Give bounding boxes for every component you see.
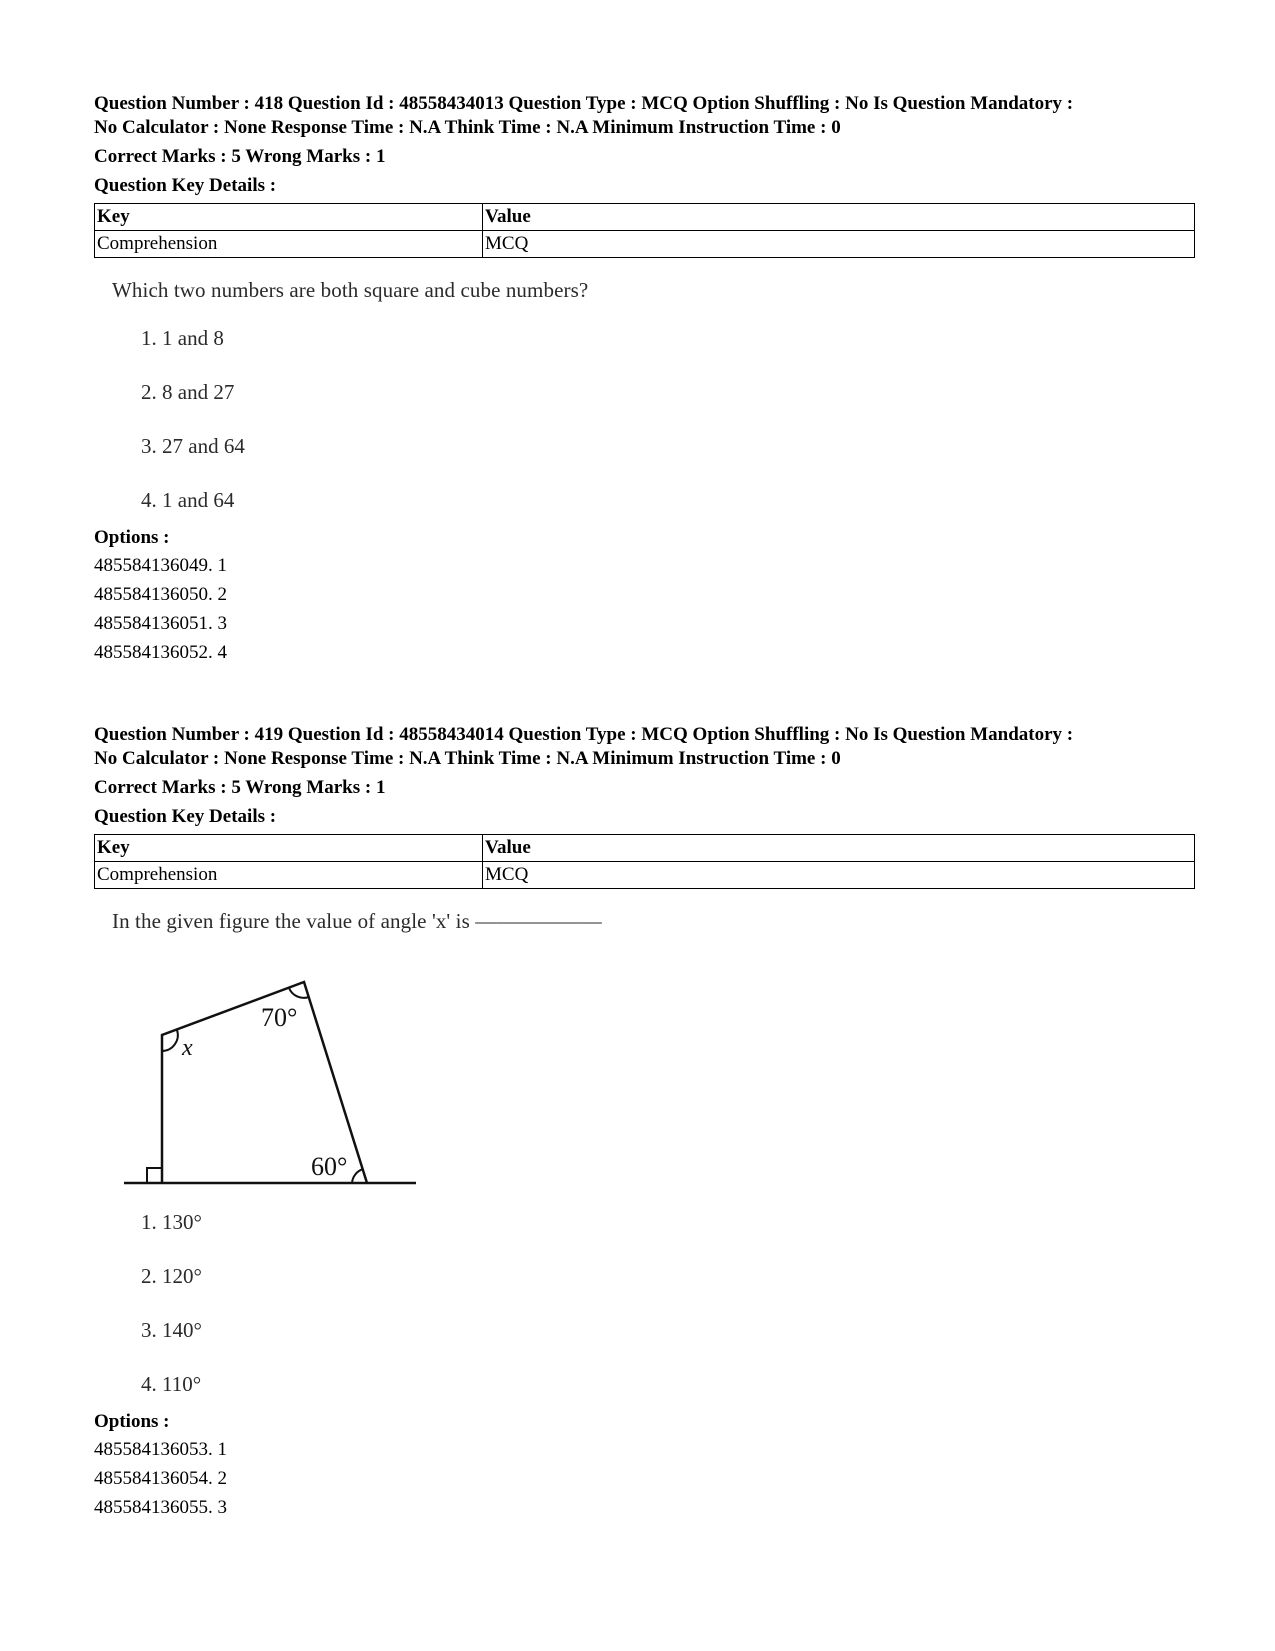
angle-label-70: 70°: [261, 1003, 298, 1032]
option-item: 485584136050. 2: [94, 584, 227, 605]
angle-label-60: 60°: [311, 1152, 348, 1181]
angle-label-x: x: [182, 1035, 193, 1061]
table-cell-value: MCQ: [483, 231, 1195, 258]
option-item: 485584136055. 3: [94, 1497, 227, 1518]
choice-item: 4. 1 and 64: [141, 488, 235, 512]
table-header-key: Key: [95, 204, 483, 231]
option-item: 485584136049. 1: [94, 555, 227, 576]
question-block-419: [94, 723, 1194, 1522]
key-details-label: Question Key Details :: [94, 175, 277, 196]
question-meta-line2: No Calculator : None Response Time : N.A Think Time : N.A Minimum Instruction Time : 0: [94, 748, 841, 769]
question-text: In the given figure the value of angle 'x' is ——————: [112, 909, 602, 933]
choice-item: 1. 130°: [141, 1210, 202, 1234]
choice-item: 1. 1 and 8: [141, 326, 224, 350]
right-angle-marker: [147, 1168, 162, 1183]
table-cell-value: MCQ: [483, 862, 1195, 889]
choice-list: [141, 1205, 1194, 1403]
choice-item: 2. 8 and 27: [141, 380, 235, 404]
option-item: 485584136051. 3: [94, 613, 227, 634]
key-details-table: [94, 834, 1195, 889]
key-details-label: Question Key Details :: [94, 806, 277, 827]
table-cell-key: Comprehension: [95, 231, 483, 258]
angle-figure: [124, 950, 1194, 1195]
question-text: Which two numbers are both square and cube numbers?: [112, 278, 589, 302]
angle-arc-60: [352, 1169, 363, 1183]
choice-item: 4. 110°: [141, 1372, 202, 1396]
option-item: 485584136052. 4: [94, 642, 227, 663]
option-item: 485584136053. 1: [94, 1439, 227, 1460]
choice-item: 2. 120°: [141, 1264, 202, 1288]
options-label: Options :: [94, 1411, 170, 1432]
marks-line: Correct Marks : 5 Wrong Marks : 1: [94, 777, 386, 798]
choice-item: 3. 27 and 64: [141, 434, 245, 458]
table-header-value: Value: [483, 835, 1195, 862]
quadrilateral-diagram: [124, 950, 434, 1190]
table-header-key: Key: [95, 835, 483, 862]
question-block-418: [94, 92, 1194, 667]
question-meta-line1: Question Number : 418 Question Id : 48558434013 Question Type : MCQ Option Shuffling : No Is Question Mandatory :: [94, 93, 1074, 114]
table-header-value: Value: [483, 204, 1195, 231]
options-label: Options :: [94, 527, 170, 548]
option-item: 485584136054. 2: [94, 1468, 227, 1489]
choice-list: [141, 321, 1194, 519]
choice-item: 3. 140°: [141, 1318, 202, 1342]
question-meta-line2: No Calculator : None Response Time : N.A Think Time : N.A Minimum Instruction Time : 0: [94, 117, 841, 138]
marks-line: Correct Marks : 5 Wrong Marks : 1: [94, 146, 386, 167]
question-meta-line1: Question Number : 419 Question Id : 48558434014 Question Type : MCQ Option Shuffling : No Is Question Mandatory :: [94, 724, 1074, 745]
key-details-table: [94, 203, 1195, 258]
table-cell-key: Comprehension: [95, 862, 483, 889]
